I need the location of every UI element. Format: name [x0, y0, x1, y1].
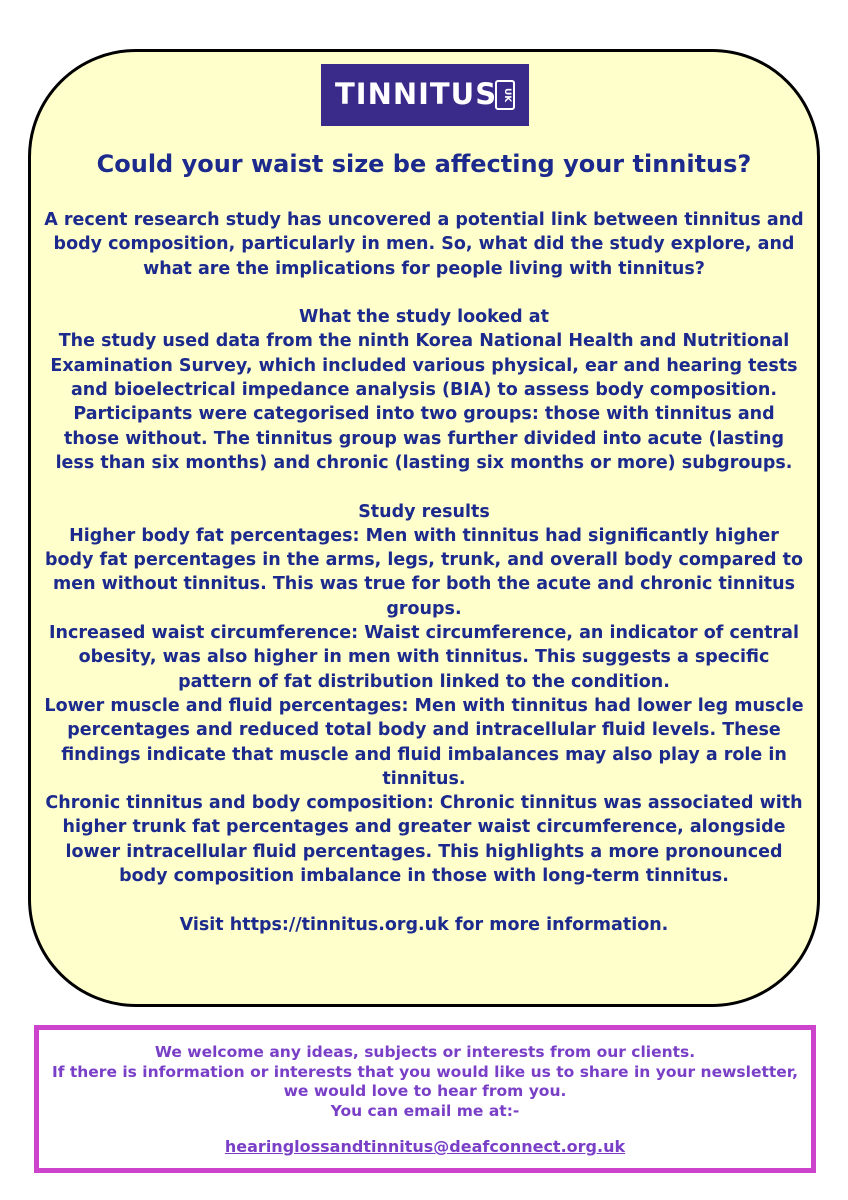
footer-line-1: We welcome any ideas, subjects or interests from our clients.: [154, 1043, 696, 1061]
logo-brand: TINNITUS: [335, 77, 498, 111]
result-item: Lower muscle and fluid percentages: Men with tinnitus had lower leg muscle percentages and reduced total body and intracellular fluid levels. These findings indicate that muscle and fluid imbalances may also play a role in tinnitus.: [44, 695, 804, 789]
section-heading-study: What the study looked at: [299, 307, 549, 328]
footer-line-2: If there is information or interests that you would like us to share in your newsletter, we would love to hear from you.: [51, 1062, 799, 1100]
result-item: Increased waist circumference: Waist circumference, an indicator of central obesity, was also higher in men with tinnitus. This suggests a specific pattern of fat distribution linked to the condition.: [49, 623, 799, 692]
article-body: [44, 208, 804, 937]
visit-line: Visit https://tinnitus.org.uk for more information.: [179, 914, 669, 935]
tinnitus-uk-logo: [321, 64, 529, 126]
section-study-text: The study used data from the ninth Korea National Health and Nutritional Examination Survey, which included various physical, ear and hearing tests and bioelectrical impedance analysis (BIA) to assess body composition. Participants were categorised into two groups: those with tinnitus and those without. The tinnitus group was further divided into acute (lasting less than six months) and chronic (lasting six months or more) subgroups.: [50, 331, 798, 473]
email-link[interactable]: hearinglossandtinnitus@deafconnect.org.uk: [224, 1137, 626, 1156]
result-item: Chronic tinnitus and body composition: Chronic tinnitus was associated with higher trunk fat percentages and greater waist circumference, alongside lower intracellular fluid percentages. This highlights a more pronounced body composition imbalance in those with long-term tinnitus.: [45, 793, 803, 887]
intro-paragraph: A recent research study has uncovered a potential link between tinnitus and body composition, particularly in men. So, what did the study explore, and what are the implications for people living with tinnitus?: [44, 210, 804, 279]
logo-uk-badge: UK: [495, 80, 515, 110]
email-link-wrapper: [40, 1137, 810, 1157]
section-heading-results: Study results: [358, 501, 490, 522]
result-item: Higher body fat percentages: Men with tinnitus had significantly higher body fat percentages in the arms, legs, trunk, and overall body compared to men without tinnitus. This was true for both the acute and chronic tinnitus groups.: [44, 525, 804, 619]
footer-line-3: You can email me at:-: [330, 1101, 520, 1120]
headline: Could your waist size be affecting your tinnitus?: [96, 150, 752, 178]
footer-text: [40, 1043, 810, 1121]
